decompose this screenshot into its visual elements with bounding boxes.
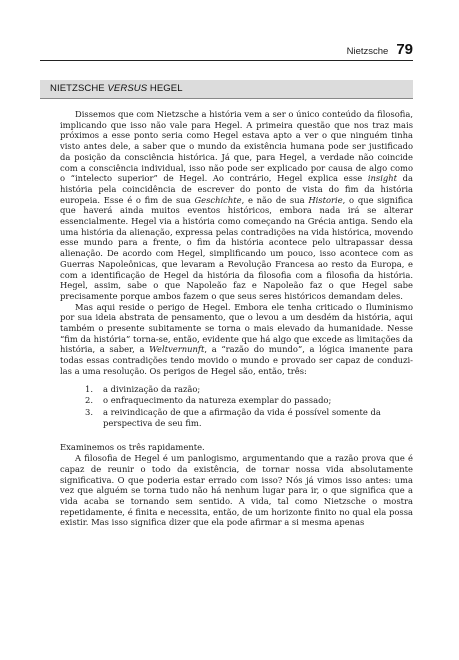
text-run: , o que significa que haverá ainda muitos eventos históricos, embora nada irá se alterar essencialmente. Hegel via a história como começando na Grécia antiga. Sendo ela uma história da alienação, expressa pelas contradições na vida histórica, movendo esse mundo para a frente, o fim da história acontece pelo ultrapassar dessa alienação. De acordo com Hegel, simplificando um pouco, isso acontece com as Guerras Napoleônicas, que levaram a Revolução Francesa ao resto da Europa, e com a identificação de Hegel da história da filosofia com a filosofia da história. Hegel, assim, sabe o que Napoleão faz e Napoleão faz o que Hegel sabe precisamente porque ambos fazem o que seus seres históricos demandam deles.	[60, 194, 413, 301]
italic-term: Weltvernunft	[149, 344, 205, 355]
list-item-number: 1.	[85, 383, 93, 394]
header-rule	[40, 60, 413, 61]
list-item	[60, 395, 413, 406]
text-run: , a “razão do mundo”, a lógica imanente para todas essas contradições tendo movido o mundo e provado ser capaz de conduzi-las a uma resolução. Os perigos de Hegel são, então, três:	[60, 344, 413, 376]
paragraph-4: A filosofia de Hegel é um panlogismo, argumentando que a razão prova que é capaz de reunir o todo da existência, de tornar nossa vida absolutamente significativa. O que poderia estar errado com isso? Nós já vimos isso antes: uma vez que alguém se torna tudo não há nenhum lugar para ir, o que significa que a vida acaba se tornando sem sentido. A vida, tal como Nietzsche o mostra repetidamente, é finita e necessita, então, de um horizonte finito no qual ela possa existir. Mas isso significa dizer que ela pode afirmar a si mesma apenas	[60, 453, 413, 528]
list-item	[60, 384, 413, 395]
numbered-list	[60, 384, 413, 429]
text-run: , e não de sua	[241, 194, 309, 205]
section-title	[50, 83, 183, 94]
text-run: da história pela coincidência de escrever do ponto de vista do fim da história europeia. Esse é o fim de sua	[60, 173, 413, 205]
text-run: Mas aqui reside o perigo de Hegel. Embora ele tenha criticado o Iluminismo por sua ideia abstrata de pensamento, que o levou a um desdém da história, aqui também o presente subitamente se torna o mais elevado da humanidade. Nesse “fim da história” torna-se, então, evidente que há algo que excede as limitações da história, a saber, a	[60, 301, 413, 355]
page-number: 79	[396, 41, 413, 58]
section-title-part2: HEGEL	[147, 83, 183, 94]
italic-term: insight	[367, 173, 397, 184]
section-title-part1: NIETZSCHE	[50, 83, 108, 94]
italic-term: Historie	[308, 194, 343, 205]
list-item-text: a reivindicação de que a afirmação da vida é possível somente da perspectiva de seu fim.	[103, 406, 381, 428]
text-run: Dissemos que com Nietzsche a história vem a ser o único conteúdo da filosofia, implicando que isso não vale para Hegel. A primeira questão que nos traz mais próximos a esse ponto seria como Hegel estava apto a ver o que ninguém tinha visto antes dele, a saber que o mundo da existência humana pode ser justificado da posição da consciência histórica. Já que, para Hegel, a verdade não coincide com a consciência individual, isso não pode ser explicado por causa de algo como o “intelecto superior” de Hegel. Ao contrário, Hegel explica esse	[60, 109, 413, 184]
running-title: Nietzsche	[346, 46, 389, 57]
italic-term: Geschichte	[194, 194, 242, 205]
list-item-text: o enfraquecimento da natureza exemplar do passado;	[103, 395, 332, 406]
paragraph-2	[60, 302, 413, 377]
list-item	[60, 407, 413, 428]
paragraph-3: Examinemos os três rapidamente.	[60, 442, 205, 453]
running-head	[347, 41, 413, 61]
list-item-number: 3.	[85, 406, 93, 417]
list-item-text: a divinização da razão;	[103, 383, 201, 394]
list-item-number: 2.	[85, 395, 93, 406]
section-heading-bar	[40, 80, 413, 99]
paragraph-1	[60, 109, 413, 302]
section-title-italic: VERSUS	[107, 83, 148, 94]
body-text	[60, 109, 413, 528]
